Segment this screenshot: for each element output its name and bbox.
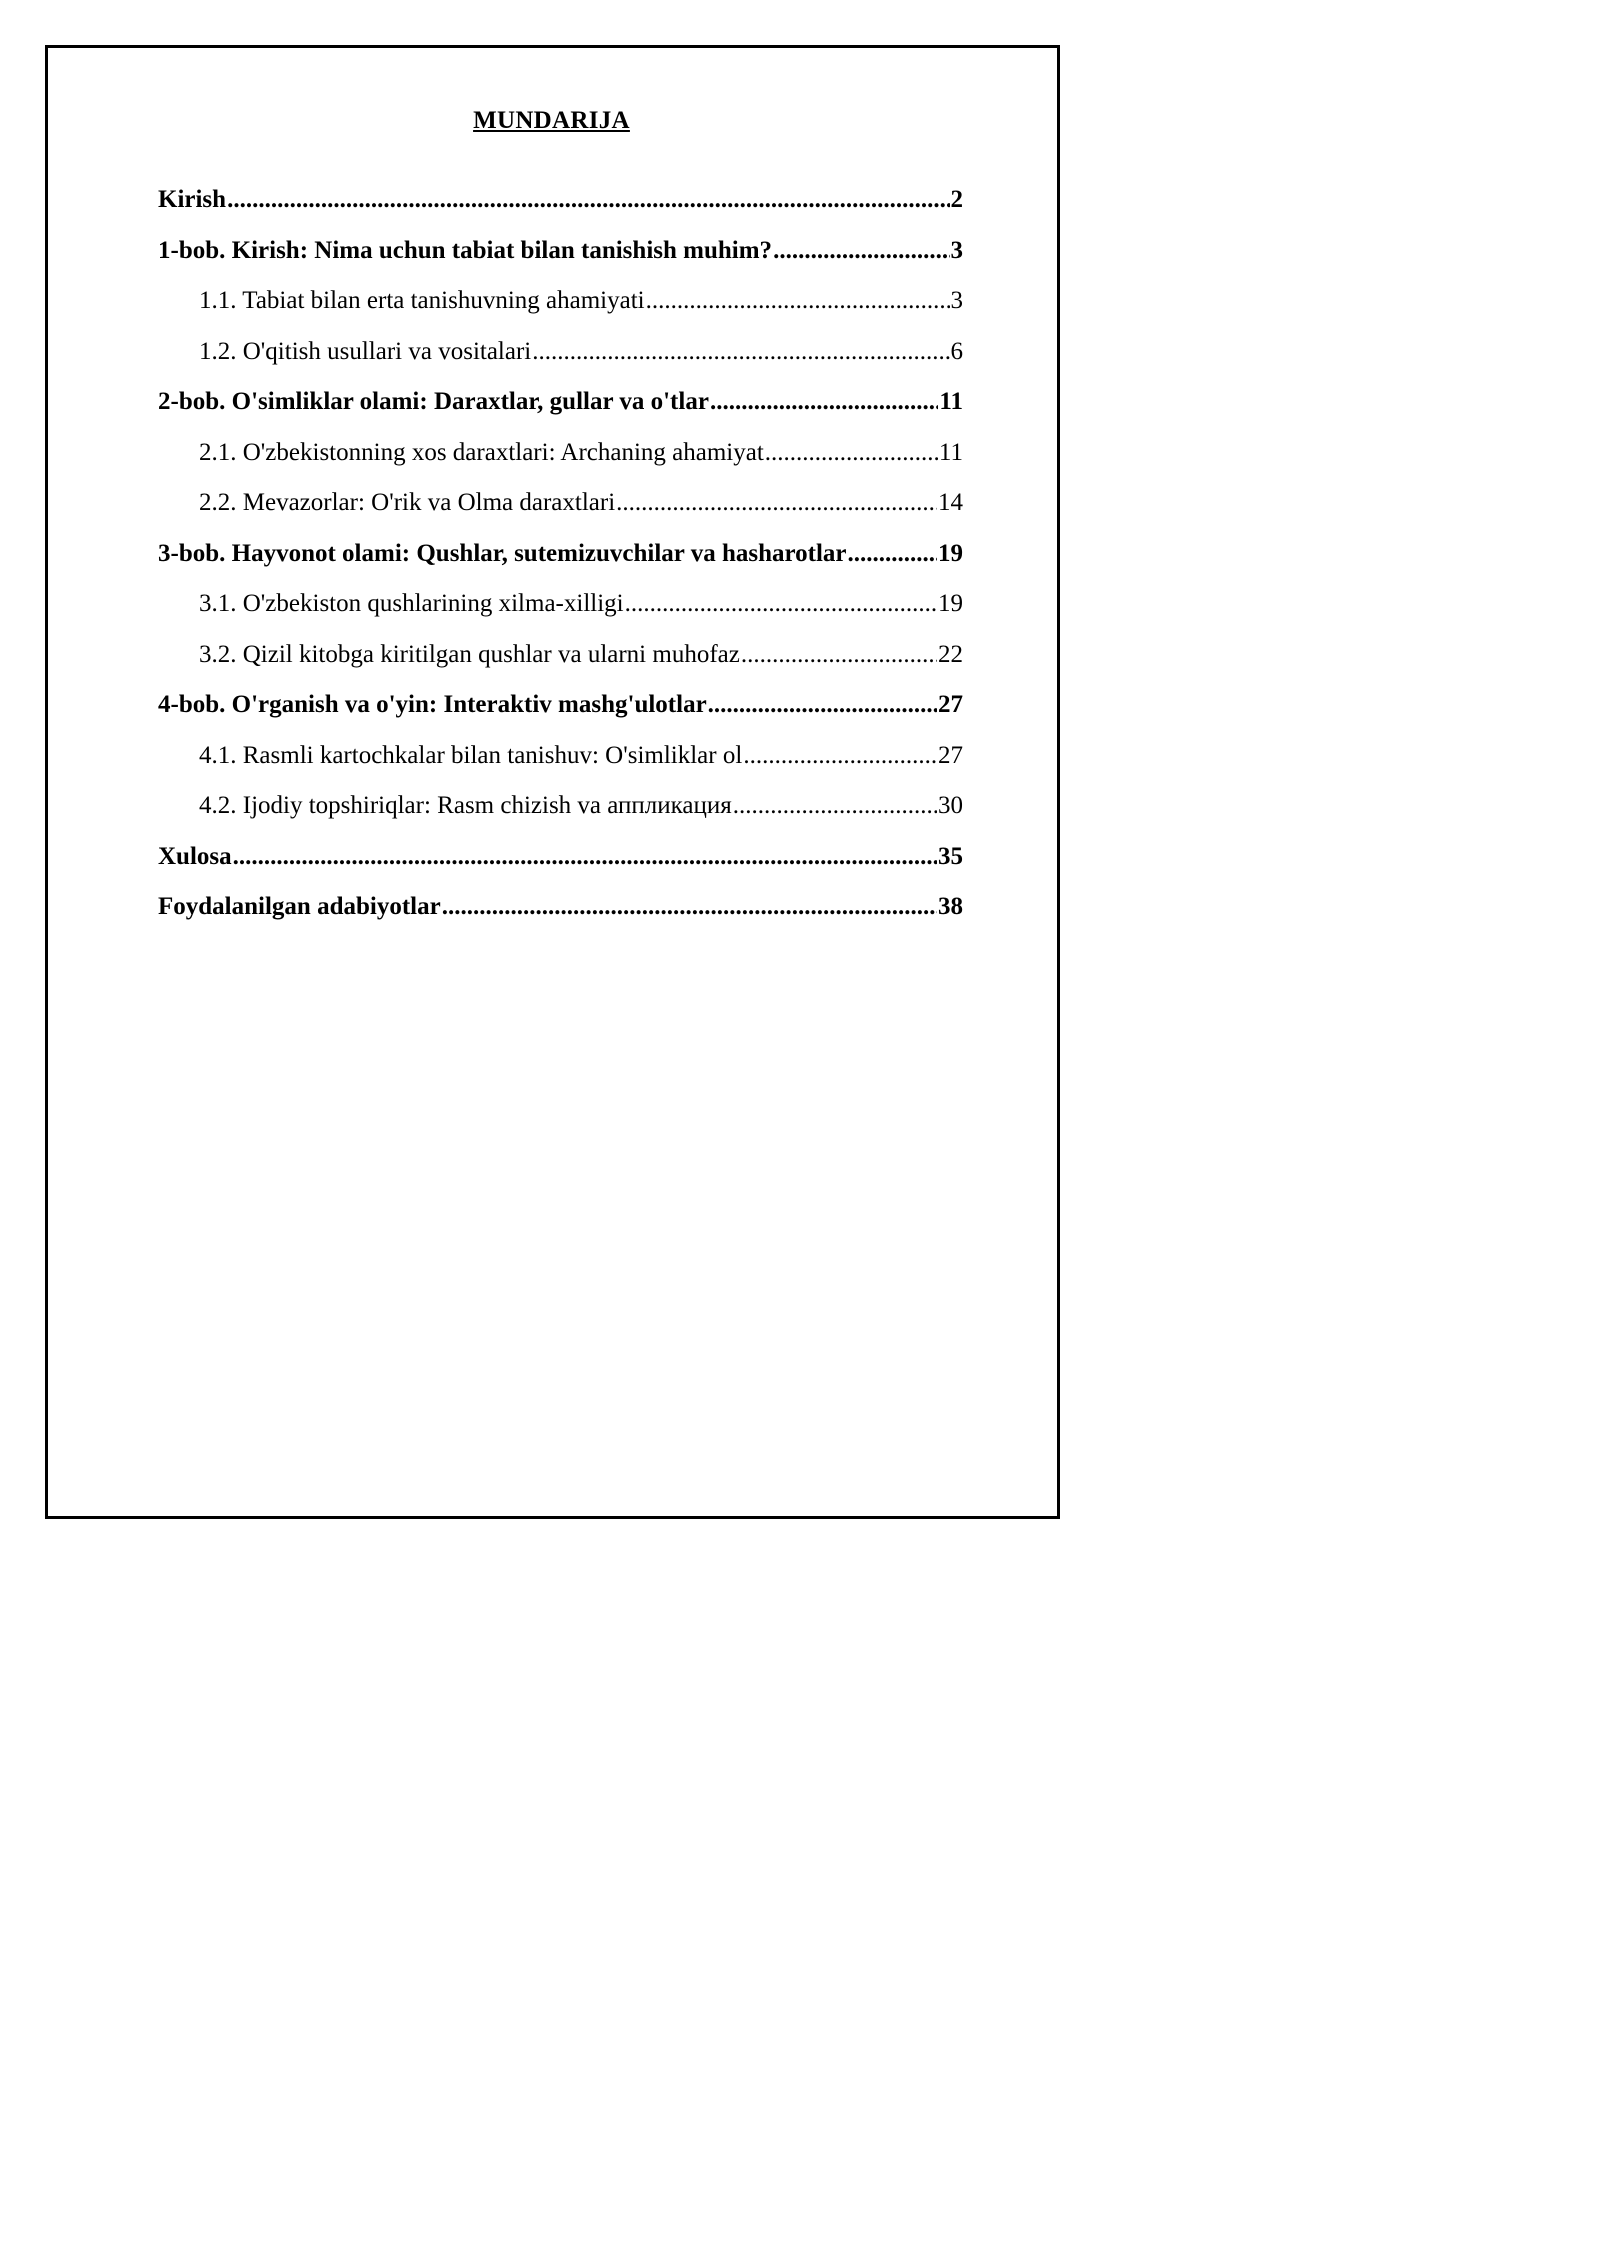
toc-entry[interactable] bbox=[158, 640, 963, 691]
toc-entry-label: 1-bob. Kirish: Nima uchun tabiat bilan tanishish muhim? bbox=[158, 236, 773, 264]
toc-entry[interactable] bbox=[158, 185, 963, 236]
toc-entry-page: 6 bbox=[950, 337, 963, 365]
toc-entry[interactable] bbox=[158, 690, 963, 741]
toc-entry-label: 4-bob. O'rganish va o'yin: Interaktiv mashg'ulotlar bbox=[158, 691, 707, 718]
toc-entry-label: 1.2. O'qitish usullari va vositalari bbox=[199, 337, 532, 365]
toc-entry-page: 30 bbox=[938, 792, 963, 819]
toc-entry-label: 2.1. O'zbekistonning xos daraxtlari: Archaning ahamiyat bbox=[199, 438, 764, 466]
toc-entry-label: 3.2. Qizil kitobga kiritilgan qushlar va ularni muhofaz bbox=[199, 640, 740, 668]
toc-entry[interactable] bbox=[158, 539, 963, 590]
toc-entry-page: 3 bbox=[950, 236, 963, 264]
toc-entry-label: 2-bob. O'simliklar olami: Daraxtlar, gullar va o'tlar bbox=[158, 388, 709, 415]
toc-entry[interactable] bbox=[158, 286, 963, 337]
toc-entry-page: 11 bbox=[939, 388, 963, 415]
toc-entry-label: 1.1. Tabiat bilan erta tanishuvning ahamiyati bbox=[199, 287, 645, 314]
toc-entry[interactable] bbox=[158, 488, 963, 539]
toc-entry-page: 19 bbox=[938, 539, 963, 567]
toc-entry-label: Kirish bbox=[158, 186, 227, 213]
dot-leader bbox=[733, 791, 937, 821]
toc-entry-page: 22 bbox=[938, 640, 963, 668]
dot-leader bbox=[442, 892, 937, 922]
toc-entry[interactable] bbox=[158, 741, 963, 792]
toc-entry-label: 4.1. Rasmli kartochkalar bilan tanishuv: O'simliklar ol bbox=[199, 741, 743, 769]
dot-leader bbox=[743, 741, 937, 771]
toc-entry[interactable] bbox=[158, 387, 963, 438]
dot-leader bbox=[773, 236, 949, 266]
dot-leader bbox=[616, 488, 937, 518]
toc-entry-page: 27 bbox=[938, 741, 963, 769]
toc-entry-label: 3-bob. Hayvonot olami: Qushlar, sutemizuvchilar va hasharotlar bbox=[158, 539, 847, 567]
dot-leader bbox=[625, 589, 937, 619]
toc-entry[interactable] bbox=[158, 791, 963, 842]
toc-entry[interactable] bbox=[158, 892, 963, 943]
table-of-contents bbox=[158, 185, 963, 943]
toc-entry-page: 14 bbox=[938, 489, 963, 516]
toc-entry[interactable] bbox=[158, 842, 963, 893]
toc-entry-label: 3.1. O'zbekiston qushlarining xilma-xilligi bbox=[199, 590, 624, 617]
toc-entry-label: 4.2. Ijodiy topshiriqlar: Rasm chizish va аппликация bbox=[199, 792, 732, 819]
dot-leader bbox=[765, 438, 938, 468]
toc-entry-page: 19 bbox=[938, 590, 963, 617]
dot-leader bbox=[708, 690, 937, 720]
toc-entry-page: 27 bbox=[938, 691, 963, 718]
toc-entry-label: 2.2. Mevazorlar: O'rik va Olma daraxtlari bbox=[199, 489, 616, 516]
page-title: MUNDARIJA bbox=[473, 107, 630, 134]
toc-entry[interactable] bbox=[158, 438, 963, 489]
dot-leader bbox=[741, 640, 937, 670]
toc-entry-page: 3 bbox=[950, 287, 963, 314]
dot-leader bbox=[532, 337, 949, 367]
toc-entry[interactable] bbox=[158, 236, 963, 287]
toc-entry[interactable] bbox=[158, 589, 963, 640]
dot-leader bbox=[227, 185, 949, 215]
toc-entry-page: 35 bbox=[938, 842, 963, 870]
toc-entry-page: 2 bbox=[950, 186, 963, 213]
toc-entry[interactable] bbox=[158, 337, 963, 388]
toc-entry-label: Xulosa bbox=[158, 842, 232, 870]
dot-leader bbox=[233, 842, 937, 872]
toc-entry-page: 38 bbox=[938, 893, 963, 920]
toc-entry-label: Foydalanilgan adabiyotlar bbox=[158, 893, 441, 920]
toc-entry-page: 11 bbox=[938, 438, 963, 466]
dot-leader bbox=[646, 286, 950, 316]
dot-leader bbox=[848, 539, 938, 569]
dot-leader bbox=[710, 387, 938, 417]
